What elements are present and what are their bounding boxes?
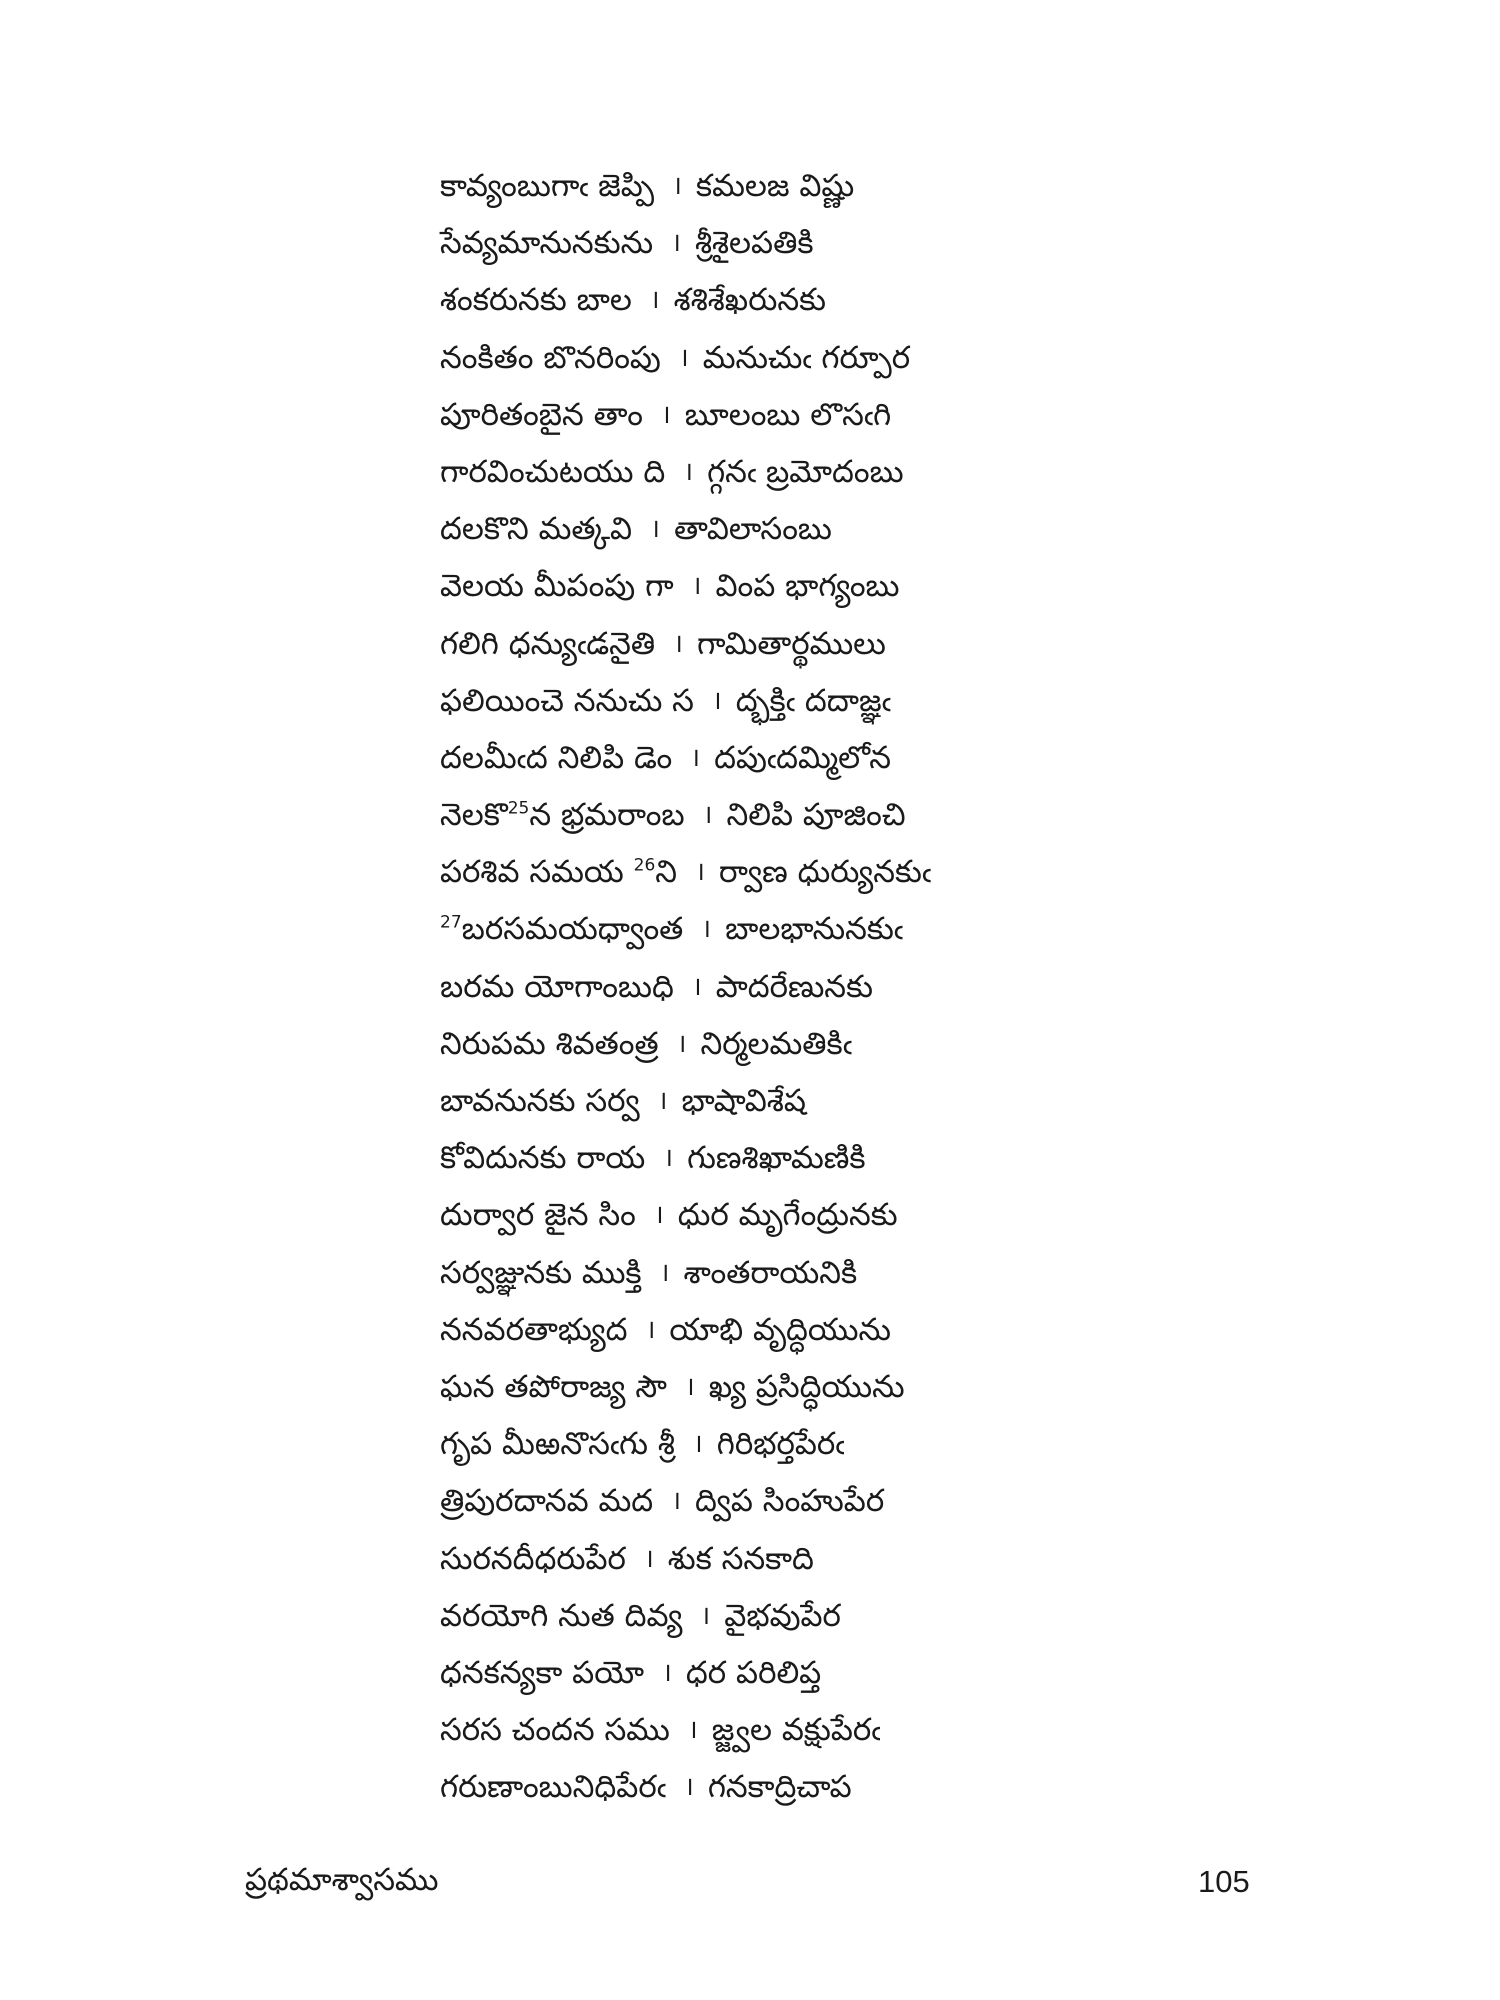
verse-first-half xyxy=(440,1130,645,1187)
verse-first-half xyxy=(440,1245,642,1302)
verse-line xyxy=(440,330,1040,387)
verse-line xyxy=(440,1759,1040,1816)
verse-first-half xyxy=(440,215,653,272)
verse-first-half xyxy=(440,616,655,673)
verse-second-half: వైభవుపేర xyxy=(724,1597,841,1634)
caesura-separator: । xyxy=(662,1657,672,1688)
caesura-separator: । xyxy=(671,228,681,259)
verse-first-half xyxy=(440,1016,659,1073)
verse-first-half xyxy=(440,1416,675,1473)
caesura-separator: । xyxy=(702,800,713,831)
verse-line xyxy=(440,1016,1040,1073)
verse-text: శంకరునకు బాల xyxy=(440,282,632,319)
caesura-separator: । xyxy=(701,914,712,945)
caesura-separator: । xyxy=(650,514,660,545)
verse-line xyxy=(440,1645,1040,1702)
verse-second-half: గుణశిఖామణికి xyxy=(687,1140,866,1177)
verse-second-half: జ్జ్వల వక్షుపేరఁ xyxy=(711,1712,881,1749)
caesura-separator: । xyxy=(695,857,705,888)
caesura-separator: । xyxy=(672,171,682,201)
verse-line xyxy=(440,730,1040,787)
verse-text: ఘన తపోరాజ్య సౌ xyxy=(440,1368,667,1405)
caesura-separator: । xyxy=(687,1715,698,1746)
verse-text: ని xyxy=(655,854,678,891)
verse-second-half: గామితార్థములు xyxy=(697,625,886,662)
verse-text: దలమీఁద నిలిపి డెం xyxy=(440,739,673,776)
verse-first-half xyxy=(440,1702,670,1759)
verse-text: త్రిపురదానవ మద xyxy=(440,1483,654,1520)
verse-second-half: వింప భాగ్యంబు xyxy=(715,568,900,605)
verse-first-half xyxy=(440,272,632,329)
verse-line xyxy=(440,1531,1040,1588)
verse-second-half: నిలిపి పూజించి xyxy=(726,797,906,834)
verse-first-half xyxy=(440,1302,628,1359)
verse-text: దలకొని మత్కవి xyxy=(440,511,633,548)
footnote-marker: 26 xyxy=(633,855,656,876)
verse-line xyxy=(440,1073,1040,1130)
verse-text: గలిగి ధన్యుఁడనైతి xyxy=(440,625,656,662)
verse-line xyxy=(440,787,1040,844)
verse-line xyxy=(440,387,1040,444)
verse-second-half: బూలంబు లొసఁగి xyxy=(684,396,892,433)
verse-first-half xyxy=(440,1588,682,1645)
verse-line xyxy=(440,444,1040,501)
caesura-separator: । xyxy=(645,1314,656,1345)
verse-text: నిరుపమ శివతంత్ర xyxy=(440,1025,659,1062)
verse-second-half: దపుఁదమ్మిలోన xyxy=(714,739,891,776)
verse-second-half: కమలజ విష్ణు xyxy=(695,168,855,204)
verse-text: బావనునకు సర్వ xyxy=(440,1083,640,1119)
verse-line xyxy=(440,501,1040,558)
verse-second-half: నిర్మలమతికిఁ xyxy=(700,1025,852,1062)
verse-first-half xyxy=(440,1473,653,1530)
verse-line xyxy=(440,1302,1040,1359)
verse-text: బరసమయధ్వాంత xyxy=(461,911,684,948)
verse-line xyxy=(440,158,1040,215)
verse-first-half xyxy=(440,158,654,215)
verse-second-half: ద్విప సింహుపేర xyxy=(695,1483,885,1520)
verse-first-half xyxy=(440,501,632,558)
footnote-marker: 25 xyxy=(507,798,530,819)
verse-block xyxy=(440,158,1040,1816)
verse-first-half xyxy=(440,558,674,615)
verse-line xyxy=(440,673,1040,730)
verse-second-half: యాభి వృద్ధియును xyxy=(669,1311,892,1348)
verse-line xyxy=(440,1130,1040,1187)
verse-line xyxy=(440,1245,1040,1302)
caesura-separator: । xyxy=(711,685,722,716)
verse-line xyxy=(440,1416,1040,1473)
verse-second-half: శశిశేఖరునకు xyxy=(673,282,826,319)
verse-line xyxy=(440,959,1040,1016)
caesura-separator: । xyxy=(653,1200,664,1231)
verse-line xyxy=(440,558,1040,615)
verse-text: ననవరతాభ్యుద xyxy=(440,1311,628,1348)
verse-first-half xyxy=(440,901,683,958)
verse-second-half: శుక సనకాది xyxy=(667,1540,814,1577)
verse-line xyxy=(440,272,1040,329)
caesura-separator: । xyxy=(691,571,702,602)
verse-second-half: ద్భక్తిఁ దదాజ్ఞఁ xyxy=(735,682,891,719)
verse-text: గరుణాంబునిధిపేరఁ xyxy=(440,1769,666,1806)
caesura-separator: । xyxy=(663,1143,674,1174)
verse-first-half xyxy=(440,730,672,787)
caesura-separator: । xyxy=(683,1772,694,1803)
verse-line xyxy=(440,215,1040,272)
verse-first-half xyxy=(440,387,643,444)
verse-text: సర్వజ్ఞునకు ముక్తి xyxy=(440,1254,642,1291)
caesura-separator: । xyxy=(643,1543,654,1574)
verse-second-half: ర్వాణ ధుర్యునకుఁ xyxy=(718,854,932,891)
caesura-separator: । xyxy=(684,1371,695,1402)
verse-line xyxy=(440,1187,1040,1244)
verse-second-half: ధర పరిలిప్త xyxy=(685,1654,822,1691)
verse-text: దుర్వార జైన సిం xyxy=(440,1197,636,1234)
verse-text: ధనకన్యకా పయో xyxy=(440,1654,645,1691)
caesura-separator: । xyxy=(690,742,701,773)
verse-second-half: భాషావిశేష xyxy=(681,1083,806,1119)
verse-line xyxy=(440,1702,1040,1759)
verse-second-half: తావిలాసంబు xyxy=(673,511,832,548)
verse-text: ఫలియించె ననుచు స xyxy=(440,682,694,719)
verse-line xyxy=(440,616,1040,673)
verse-text: పూరితంబైన తాం xyxy=(440,396,643,433)
verse-second-half: పాదరేణునకు xyxy=(715,968,873,1005)
verse-text: సేవ్యమానునకును xyxy=(440,225,654,262)
verse-second-half: గిరిభర్తపేరఁ xyxy=(716,1426,845,1463)
verse-text: గారవించుటయు ది xyxy=(440,453,666,490)
caesura-separator: । xyxy=(660,399,671,430)
verse-text: వెలయ మీపంపు గా xyxy=(440,568,674,605)
caesura-separator: । xyxy=(659,1257,670,1288)
verse-text: నంకితం బొనరింపు xyxy=(440,339,661,376)
verse-second-half: శ్రీశైలపతికి xyxy=(694,225,814,262)
caesura-separator: । xyxy=(692,1429,703,1460)
verse-first-half xyxy=(440,330,661,387)
caesura-separator: । xyxy=(691,971,702,1002)
verse-first-half xyxy=(440,673,694,730)
verse-second-half: గనకాద్రిచాప xyxy=(707,1769,852,1806)
verse-text: సురనదీధరుపేర xyxy=(440,1540,626,1577)
verse-line xyxy=(440,1473,1040,1530)
caesura-separator: । xyxy=(676,1028,687,1059)
caesura-separator: । xyxy=(657,1086,668,1116)
verse-first-half xyxy=(440,1645,644,1702)
verse-line xyxy=(440,901,1040,958)
chapter-title: ప్రథమాశ్వాసము xyxy=(245,1862,439,1898)
verse-second-half: ధుర మృగేంద్రునకు xyxy=(677,1197,898,1234)
verse-first-half xyxy=(440,1187,636,1244)
verse-text: బరమ యోగాంబుధి xyxy=(440,968,674,1005)
verse-second-half: బాలభానునకుఁ xyxy=(725,911,904,948)
verse-first-half xyxy=(440,787,685,844)
verse-first-half xyxy=(440,1531,626,1588)
footnote-marker: 27 xyxy=(440,913,462,934)
caesura-separator: । xyxy=(700,1600,711,1631)
verse-first-half xyxy=(440,444,665,501)
verse-second-half: మనుచుఁ గర్పూర xyxy=(702,339,911,376)
verse-text: నెలకొ xyxy=(440,797,508,834)
caesura-separator: । xyxy=(671,1486,682,1517)
caesura-separator: । xyxy=(678,342,689,373)
verse-second-half: గ్గనఁ బ్రమోదంబు xyxy=(707,453,904,490)
verse-text: కావ్యంబుగాఁ జెప్పి xyxy=(440,168,655,204)
verse-line xyxy=(440,1359,1040,1416)
verse-text: పరశివ సమయ xyxy=(440,854,634,891)
caesura-separator: । xyxy=(683,456,694,487)
verse-first-half xyxy=(440,1759,666,1816)
verse-first-half xyxy=(440,844,677,901)
verse-first-half xyxy=(440,959,674,1016)
caesura-separator: । xyxy=(649,285,660,316)
verse-second-half: శాంతరాయనికి xyxy=(683,1254,858,1291)
caesura-separator: । xyxy=(673,628,683,659)
verse-second-half: ఖ్య ప్రసిద్ధియును xyxy=(708,1368,905,1405)
verse-line xyxy=(440,844,1040,901)
verse-first-half xyxy=(440,1073,640,1130)
verse-line xyxy=(440,1588,1040,1645)
verse-first-half xyxy=(440,1359,667,1416)
verse-text: కోవిదునకు రాయ xyxy=(440,1140,646,1177)
verse-text: వరయోగి నుత దివ్య xyxy=(440,1597,683,1634)
verse-text: న భ్రమరాంబ xyxy=(529,797,685,834)
verse-text: గృప మీఱనొసఁగు శ్రీ xyxy=(440,1426,675,1463)
verse-text: సరస చందన సము xyxy=(440,1712,670,1749)
page-number: 105 xyxy=(1198,1864,1250,1899)
